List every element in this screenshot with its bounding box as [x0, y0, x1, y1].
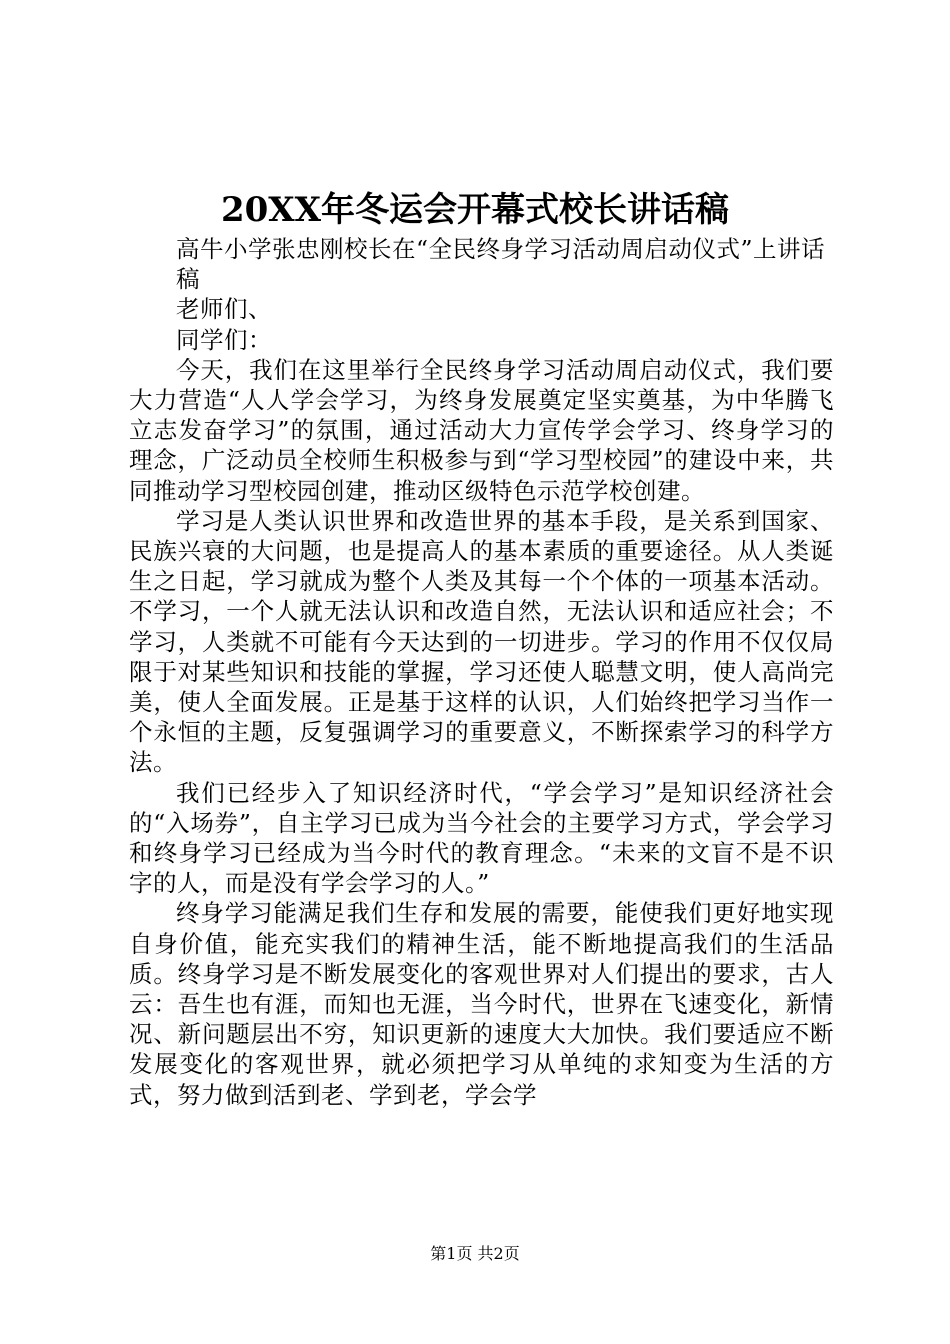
- paragraph-heading-tail: 稿: [176, 265, 200, 294]
- document-title: 20XX年冬运会开幕式校长讲话稿: [220, 190, 730, 230]
- paragraph-heading-line: 高牛小学张忠刚校长在“全民终身学习活动周启动仪式”上讲话: [176, 235, 826, 263]
- document-body: [129, 234, 834, 1110]
- page-footer: 第1页 共2页: [430, 1244, 520, 1263]
- salutation-students: 同学们：: [176, 325, 272, 354]
- paragraph: 终身学习能满足我们生存和发展的需要，能使我们更好地实现自身价值，能充实我们的精神生活，能不断地提高我们的生活品质。终身学习是不断发展变化的客观世界对人们提出的要求，古人云：吾生也有涯，而知也无涯，当今时代，世界在飞速变化，新情况、新问题层出不穷，知识更新的速度大大加快。我们要适应不断发展变化的客观世界，就必须把学习从单纯的求知变为生活的方式，努力做到活到老、学到老，学会学: [129, 899, 834, 1109]
- salutation-teachers: 老师们、: [176, 295, 272, 324]
- paragraph: 今天，我们在这里举行全民终身学习活动周启动仪式，我们要大力营造“人人学会学习，为终身发展奠定坚实奠基，为中华腾飞立志发奋学习”的氛围，通过活动大力宣传学会学习、终身学习的理念，广泛动员全校师生积极参与到“学习型校园”的建设中来，共同推动学习型校园创建，推动区级特色示范学校创建。: [129, 355, 834, 505]
- paragraph: 我们已经步入了知识经济时代，“学会学习”是知识经济社会的“入场券”，自主学习已成为当今社会的主要学习方式，学会学习和终身学习已经成为当今时代的教育理念。“未来的文盲不是不识字的人，而是没有学会学习的人。”: [129, 778, 834, 898]
- paragraph: 学习是人类认识世界和改造世界的基本手段，是关系到国家、民族兴衰的大问题，也是提高人的基本素质的重要途径。从人类诞生之日起，学习就成为整个人类及其每一个个体的一项基本活动。不学习，一个人就无法认识和改造自然，无法认识和适应社会；不学习，人类就不可能有今天达到的一切进步。学习的作用不仅仅局限于对某些知识和技能的掌握，学习还使人聪慧文明，使人高尚完美，使人全面发展。正是基于这样的认识，人们始终把学习当作一个永恒的主题，反复强调学习的重要意义，不断探索学习的科学方法。: [129, 506, 834, 777]
